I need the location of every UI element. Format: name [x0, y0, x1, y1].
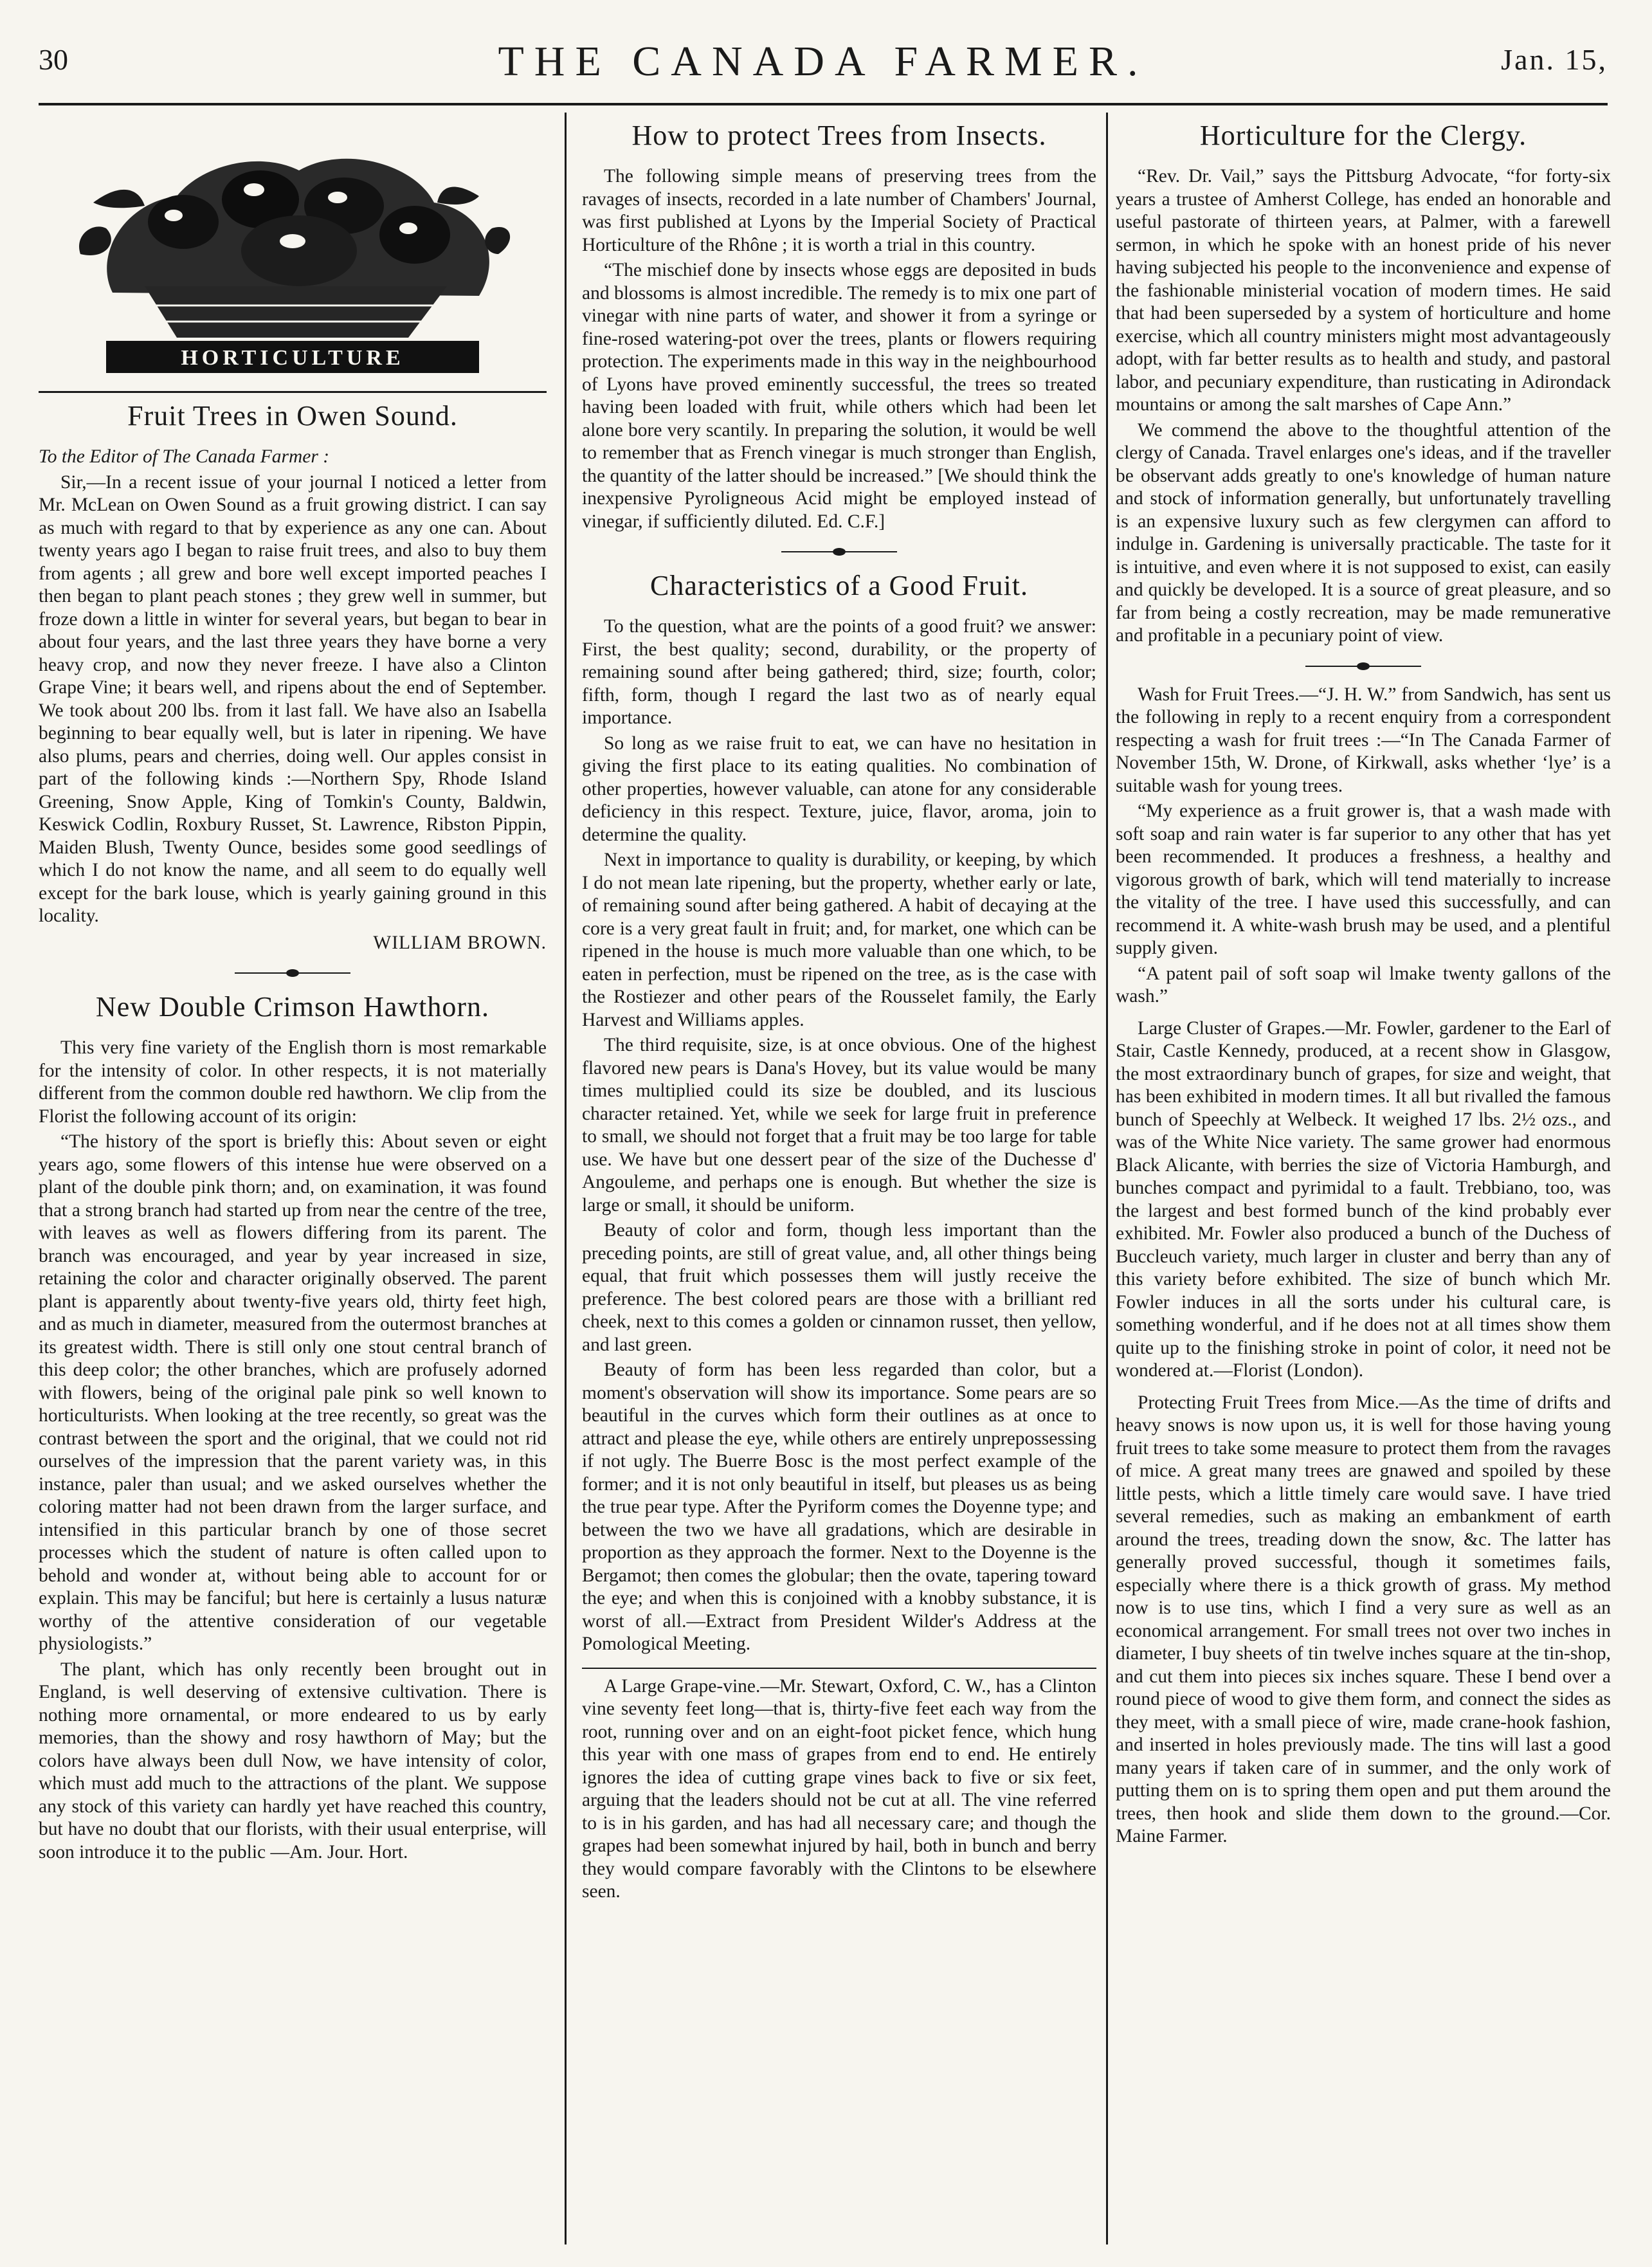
- paragraph: Protecting Fruit Trees from Mice.—As the time of drifts and heavy snows is now upon us, it is well for those having young fruit trees to take some measure to protect them from the ravages of mice. A great many trees are gnawed and spoiled by these little pests, which a little timely care would save. I have tried several remedies, such as making an embankment of earth around the trees, treading down the snow, &c. The latter has generally proved successful, though it sometimes fails, especially where there is a thick growth of grass. My method now is to use tins, which I find a very sure as well as an economical arrangement. For small trees not over two inches in diameter, I buy sheets of tin twelve inches square at the tin-shop, and cut them into pieces six inches square. These I bend over a round piece of wood to give them form, and connect the sides as they meet, with a small piece of wire, made crane-hook fashion, and inserted in holes previously made. The tins will last a good many years if taken care of in summer, and the only work of putting them on is to spring them open and put them around the trees, then hook and slide them down to the ground.—Cor. Maine Farmer.: [1116, 1392, 1611, 1846]
- page-number: 30: [39, 43, 68, 76]
- paragraph: The plant, which has only recently been brought out in England, is well deserving of extensive cultivation. There is nothing more ornamental, or more endeared to us by early memories, than the showy and rosy hawthorn of May; but the colors have always been dull Now, we have intensity of color, which must add much to the attractions of the plant. We suppose any stock of this variety can hardly yet have reached this country, but have no doubt that our florists, with their usual enterprise, will soon introduce it to the public —Am. Jour. Hort.: [39, 1659, 547, 1862]
- paragraph: We commend the above to the thoughtful attention of the clergy of Canada. Travel enlarges one's ideas, and if the traveller be observant adds greatly to one's knowledge of human nature and stock of information generally, but unfortunately travelling is an expensive luxury such as few clergymen can afford to indulge in. Gardening is universally practicable. The taste for it is intuitive, and even where it is not supposed to exist, can easily and quickly be developed. It is a source of great pleasure, and so far from being a costly recreation, may be made remunerative and profitable in a pecuniary point of view.: [1116, 419, 1611, 646]
- section-rule: [39, 391, 547, 393]
- article-title: New Double Crimson Hawthorn.: [95, 991, 490, 1023]
- column-rule: [565, 113, 567, 2244]
- paragraph: Next in importance to quality is durability, or keeping, by which I do not mean late ripening, but the property, whether early or late, of remaining sound after being gathered. A habit of decaying at the core is a very great fault in fruit; and, for market, one which can be ripened in the house is much more valuable than one which, to be eaten in perfection, must be ripened on the tree, as is the case with the Rostiezer and other pears of the Rousselet family, the Early Harvest and Williams apples.: [582, 850, 1096, 1030]
- fruit-basket-illustration: [68, 125, 518, 379]
- article-title: Characteristics of a Good Fruit.: [650, 570, 1028, 601]
- signature: WILLIAM BROWN.: [373, 932, 547, 953]
- ornament-divider: [781, 547, 897, 556]
- masthead: [39, 37, 1608, 95]
- newspaper-title: THE CANADA FARMER.: [498, 38, 1148, 85]
- paragraph: Large Cluster of Grapes.—Mr. Fowler, gardener to the Earl of Stair, Castle Kennedy, produced, at a recent show in Glasgow, the most extraordinary bunch of grapes, for size and weight, that has been exhibited in modern times. It all but rivalled the famous bunch of Speechly at Welbeck. It weighed 17 lbs. 2½ ozs., and was of the White Nice variety. The same grower had enormous Black Alicante, with berries the size of Victoria Hamburgh, and bunches compact and pyrimidal to a fault. Trebbiano, too, was the largest and best formed bunch of the kind probably ever exhibited. Mr. Fowler also produced a bunch of the Duchess of Buccleuch variety, much larger in cluster and berry than any of this variety before exhibited. The size of bunch which Mr. Fowler induces in all the sorts under his cultural care, is something wonderful, and if he does not at all times show them quite up to the finishing stroke in point of color, it need not be wondered at.—Florist (London).: [1116, 1017, 1611, 1381]
- paragraph: So long as we raise fruit to eat, we can have no hesitation in giving the first place to its eating qualities. No combination of other properties, however valuable, can atone for any considerable deficiency in this respect. Texture, juice, flavor, aroma, join to determine the quality.: [582, 733, 1096, 845]
- article-title: Fruit Trees in Owen Sound.: [127, 400, 458, 432]
- column-1: [39, 113, 547, 2244]
- paragraph: The third requisite, size, is at once obvious. One of the highest flavored new pears is Dana's Hovey, but its value would be many times multiplied could its size be doubled, and its luscious character retained. Yet, while we seek for large fruit in preference to small, we should not forget that a fruit may be too large for table use. We have but one dessert pear of the size of the Duchesse d' Angouleme, and perhaps one is enough. But whether the size is large or small, it should be uniform.: [582, 1035, 1096, 1215]
- salutation: To the Editor of The Canada Farmer :: [39, 446, 330, 467]
- ornament-divider: [1305, 662, 1421, 671]
- paragraph: “The history of the sport is briefly this: About seven or eight years ago, some flowers of this intense hue were observed on a plant of the double pink thorn; and, on examination, it was found that a strong branch had started up from near the centre of the tree, with leaves as well as flowers differing from its parent. The branch was encouraged, and year by year increased in size, retaining the color and character originally observed. The parent plant is apparently about twenty-five years old, thirty feet high, and as much in diameter, measured from the outermost branches at its greatest width. There is still only one stout central branch of this deep color; the other branches, which are profusely adorned with flowers, being of the original pale pink so well known to horticulturists. When looking at the tree recently, so great was the contrast between the sport and the original, that we could not rid ourselves of the impression that the parent variety was, in this instance, paler than usual; and we asked ourselves whether the coloring matter had not been drawn from the larger surface, and intensified in this particular branch by one of those secret processes which the student of nature is often called upon to behold and wonder at, without being able to account for or explain. This may be fanciful; but here is certainly a lusus naturæ worthy of the attentive consideration of our vegetable physiologists.”: [39, 1131, 547, 1654]
- column-2: [582, 113, 1096, 2244]
- horticulture-woodcut: [68, 125, 518, 379]
- ornament-divider: [235, 969, 350, 978]
- paragraph: “A patent pail of soft soap wil lmake twenty gallons of the wash.”: [1116, 963, 1611, 1006]
- cut-label: HORTICULTURE: [181, 346, 404, 370]
- paragraph: To the question, what are the points of a good fruit? we answer: First, the best quality; second, durability, or the property of remaining sound after being gathered; third, size; fourth, color; fifth, form, though I regard the last two as of nearly equal importance.: [582, 616, 1096, 728]
- paragraph: “Rev. Dr. Vail,” says the Pittsburg Advocate, “for forty-six years a trustee of Amherst College, has ended an honorable and useful pastorate of thirteen years, at Palmer, with a farewell sermon, in which he spoke with an honest pride of his never having subjected his people to the inconvenience and expense of the fashionable ministerial vocation of modern times. He said that had been superseded by a system of horticulture and home exercise, which all country ministers might most advantageously adopt, with far better results as to health and study, and pastoral labor, and pecuniary expenditure, than rusticating in Adirondack mountains or among the salt marshes of Cape Ann.”: [1116, 166, 1611, 415]
- paragraph: The following simple means of preserving trees from the ravages of insects, recorded in a late number of Chambers' Journal, was first published at Lyons by the Imperial Society of Practical Horticulture of the Rhône ; it is worth a trial in this country.: [582, 166, 1096, 255]
- paragraph: “My experience as a fruit grower is, that a wash made with soft soap and rain water is far superior to any other that has yet been recommended. It produces a freshness, a healthy and vigorous growth of bark, which will tend materially to increase the vitality of the tree. I have used this successfully, and can recommend it. A white-wash brush may be used, and a plentiful supply given.: [1116, 801, 1611, 958]
- column-rule: [1106, 113, 1108, 2244]
- article-title: How to protect Trees from Insects.: [631, 120, 1047, 151]
- paragraph: Beauty of form has been less regarded than color, but a moment's observation will show its importance. Some pears are so beautiful in the curves which form their outlines as at once to attract and please the eye, while others are entirely unprepossessing if not ugly. The Buerre Bosc is the most perfect example of the former; and it is not only beautiful in itself, but pleases us as being the true pear type. After the Pyriform comes the Doyenne type; and between the two we have all gradations, which are desirable in proportion as they approach the former. Next to the Doyenne is the Bergamot; then comes the globular; then the ovate, tapering toward the eye; and when this is conjoined with a knobby substance, it is worst of all.—Extract from President Wilder's Address at the Pomological Meeting.: [582, 1360, 1096, 1654]
- section-rule: [582, 1668, 1096, 1669]
- column-3: [1116, 113, 1611, 2244]
- header-rule: [39, 103, 1608, 105]
- paragraph: Wash for Fruit Trees.—“J. H. W.” from Sandwich, has sent us the following in reply to a recent enquiry from a correspondent respecting a wash for fruit trees :—“In The Canada Farmer of November 15th, W. Drone, of Kirkwall, asks whether ‘lye’ is a suitable wash for young trees.: [1116, 684, 1611, 796]
- paragraph: Sir,—In a recent issue of your journal I noticed a letter from Mr. McLean on Owen Sound as a fruit growing district. I can say as much with regard to that by experience as any one can. About twenty years ago I began to raise fruit trees, and also to buy them from agents ; all grew and bore well except imported peaches I then began to plant peach stones ; they grew well in summer, but froze down a little in winter for several years, but began to bear in about four years, and the last three years they have borne a very heavy crop, and now they never freeze. I have also a Clinton Grape Vine; it bears well, and ripens about the end of September. We took about 200 lbs. from it last fall. We have also an Isabella beginning to bear equally well, but is later in ripening. We have also plums, pears and cherries, doing well. Our apples consist in part of the following kinds :—Northern Spy, Rhode Island Greening, Snow Apple, King of Tomkin's County, Baldwin, Keswick Codlin, Roxbury Russet, St. Lawrence, Ribston Pippin, Maiden Blush, Twenty Ounce, besides some good seedlings of which I do not know the name, and all seem to do equally well except for the bark louse, which is yearly gaining ground in this locality.: [39, 471, 547, 926]
- paragraph: “The mischief done by insects whose eggs are deposited in buds and blossoms is almost incredible. The remedy is to mix one part of vinegar with nine parts of water, and shower it from a syringe or fine-rosed watering-pot over the trees, plants or flowers requiring protection. The experiments made in this way in the neighbourhood of Lyons have proved eminently successful, the trees so treated having been loaded with fruit, while others which had been let alone bore very scantily. In preparing the solution, it would be well to remember that as French vinegar is much stronger than English, the quantity of the latter should be increased.” [We should think the inexpensive Pyroligneous Acid might be employed instead of vinegar, if sufficiently diluted. Ed. C.F.]: [582, 260, 1096, 532]
- paragraph: This very fine variety of the English thorn is most remarkable for the intensity of color. In other respects, it is not materially different from the common double red hawthorn. We clip from the Florist the following account of its origin:: [39, 1037, 547, 1127]
- issue-date: Jan. 15,: [1501, 43, 1608, 76]
- article-title: Horticulture for the Clergy.: [1199, 120, 1527, 151]
- paragraph: A Large Grape-vine.—Mr. Stewart, Oxford, C. W., has a Clinton vine seventy feet long—that is, thirty-five feet each way from the root, running over and on an eight-foot picket fence, which hung this year with one mass of grapes from end to end. He entirely ignores the idea of cutting grape vines back to five or six feet, arguing that the leaders should not be cut at all. The vine referred to is in his garden, and has had all necessary care; and though the grapes had been somewhat injured by hail, both in bunch and berry they would compare favorably with the Clintons to be elsewhere seen.: [582, 1675, 1096, 1902]
- paragraph: Beauty of color and form, though less important than the preceding points, are still of great value, and, all other things being equal, that fruit which possesses them will justly receive the preference. The best colored pears are those with a brilliant red cheek, next to this comes a golden or cinnamon russet, then yellow, and last green.: [582, 1220, 1096, 1355]
